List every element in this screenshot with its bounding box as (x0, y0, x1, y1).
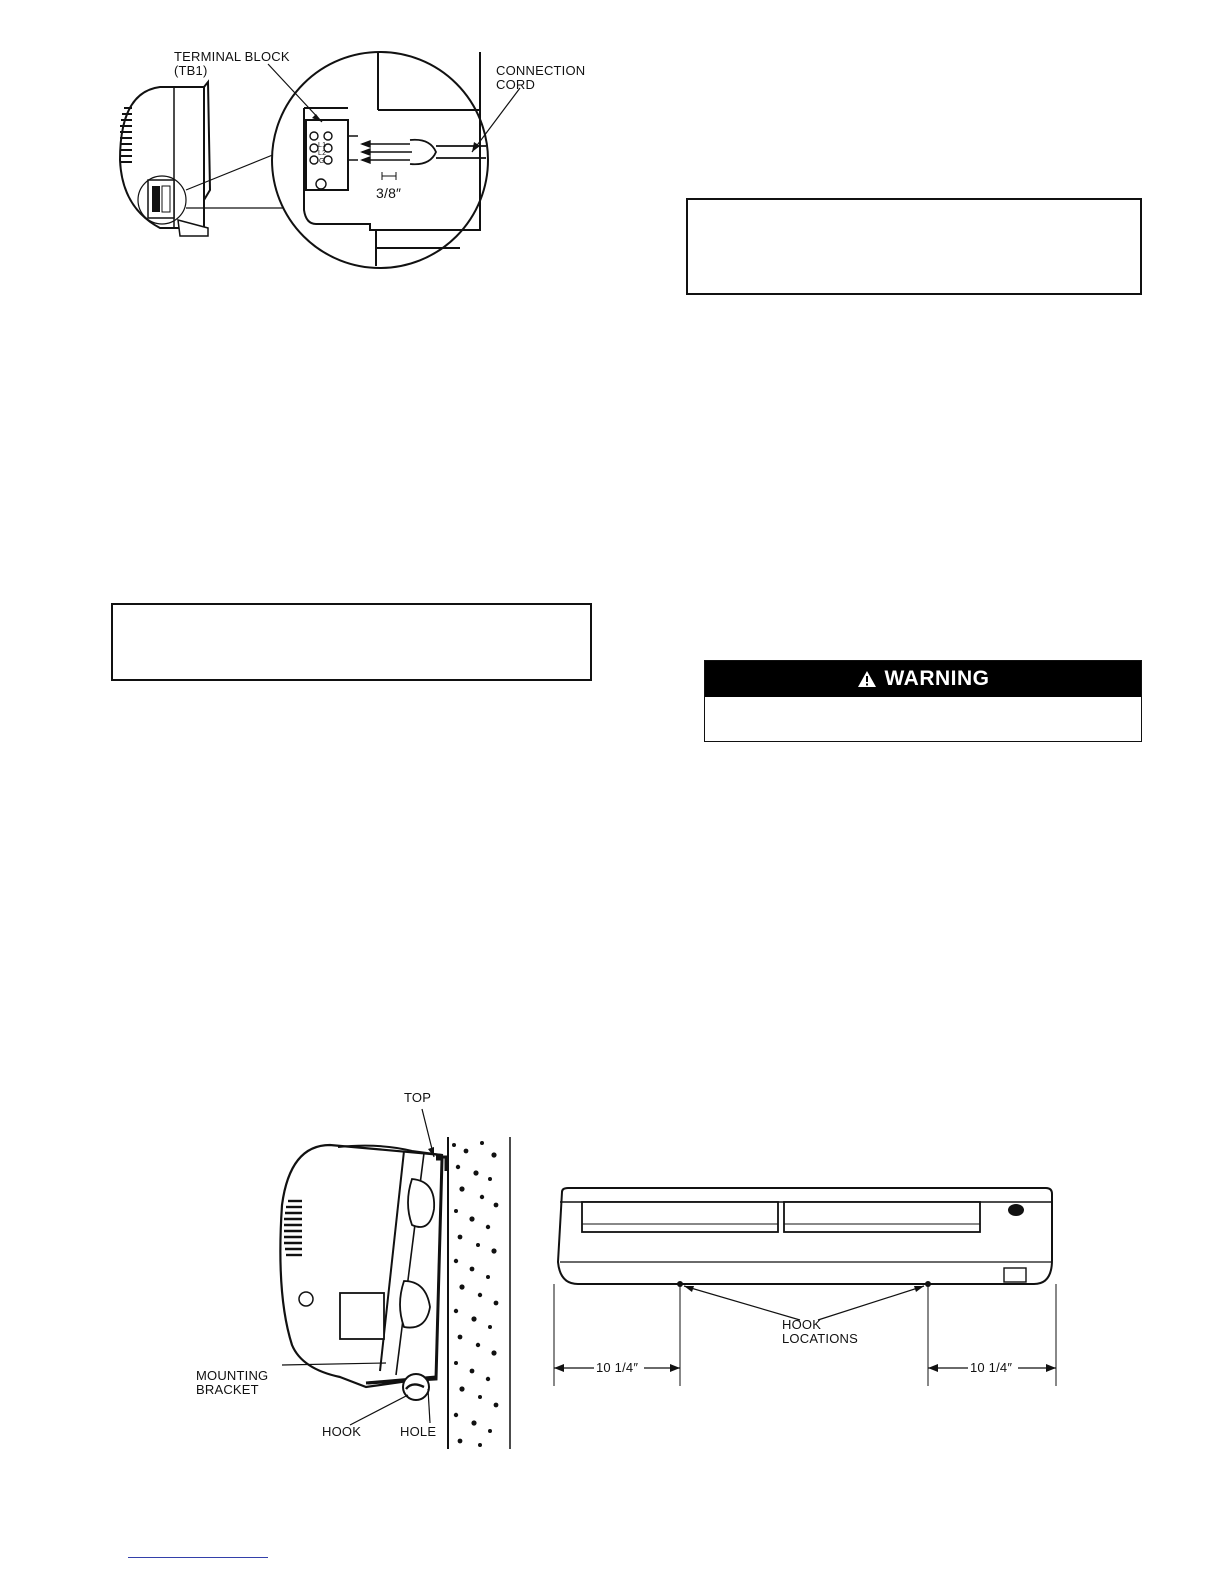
hole-label: HOLE (400, 1424, 437, 1439)
mounting-bracket-label-line2: BRACKET (196, 1382, 259, 1397)
hook-locations-label-line2: LOCATIONS (782, 1331, 858, 1346)
terminal-mark-g: G (319, 158, 325, 165)
top-label: TOP (404, 1090, 432, 1105)
dimension-left-label: 10 1/4″ (596, 1360, 639, 1375)
note-box-top-right (686, 198, 1142, 295)
hook-locations-figure (548, 1180, 1068, 1390)
footer-rule (128, 1557, 268, 1558)
terminal-mark-l1: L1 (318, 142, 327, 149)
terminal-block-sub-label: (TB1) (174, 63, 208, 78)
hook-label: HOOK (322, 1424, 362, 1439)
connection-cord-label-line1: CONNECTION (496, 63, 586, 78)
hook-locations-label-line1: HOOK (782, 1317, 822, 1332)
dimension-right-label: 10 1/4″ (970, 1360, 1013, 1375)
note-box-left (111, 603, 592, 681)
warning-box (704, 660, 1142, 742)
mounting-drawing (190, 1085, 530, 1455)
terminal-block-label: TERMINAL BLOCK (174, 49, 290, 64)
terminal-mark-l2: L2 (318, 150, 327, 157)
terminal-block-figure (100, 40, 600, 280)
warning-header (705, 661, 1141, 697)
mounting-bracket-label-line1: MOUNTING (196, 1368, 269, 1383)
warning-triangle-icon (857, 670, 877, 688)
strip-length-label: 3/8″ (376, 185, 402, 201)
hook-locations-drawing (548, 1180, 1068, 1390)
warning-title: WARNING (884, 667, 990, 690)
connection-cord-label-line2: CORD (496, 77, 536, 92)
mounting-figure (190, 1085, 530, 1455)
